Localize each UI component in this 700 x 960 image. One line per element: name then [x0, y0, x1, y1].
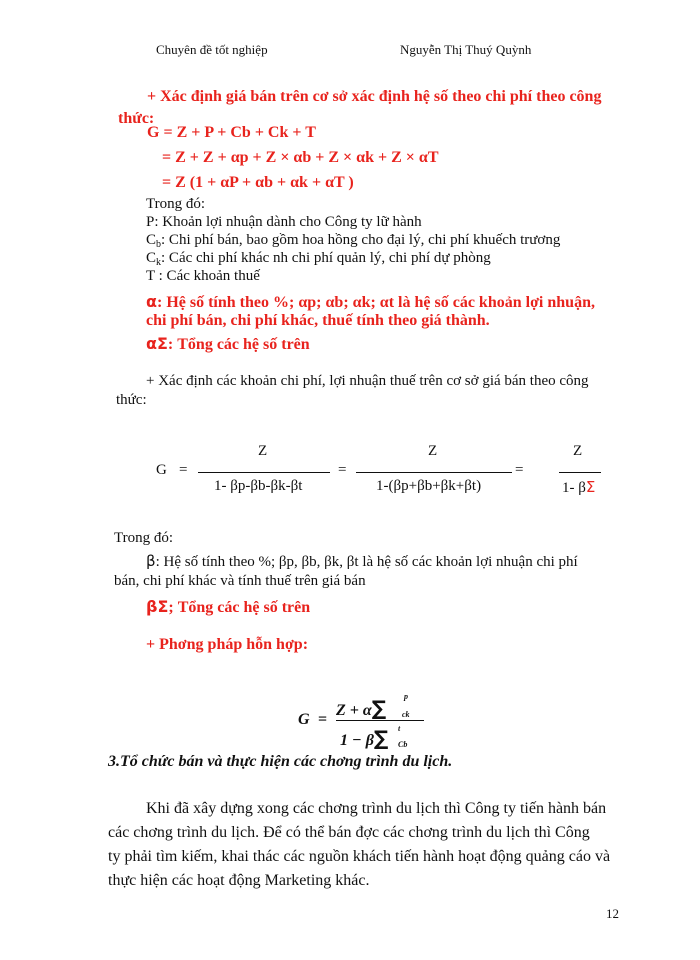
formula-line-2: = Z + Z + αp + Z × αb + Z × αk + Z × αT [162, 149, 439, 166]
sum1-lower: ck [402, 710, 410, 719]
fraction1-denominator: 1- βp-βb-βk-βt [214, 478, 303, 494]
def-p: P: Khoản lợi nhuận dành cho Công ty lữ hành [146, 214, 422, 230]
fraction3-numerator: Z [573, 443, 583, 459]
section1-heading: + Xác định giá bán trên cơ sở xác định hệ số theo chi phí theo công [147, 88, 602, 105]
fraction2-numerator: Z [428, 443, 438, 459]
section2-heading-cont: thức: [116, 392, 147, 408]
fraction2-denominator: 1-(βp+βb+βk+βt) [376, 478, 482, 494]
fraction3-bar [559, 472, 601, 473]
formula-eq-3: = [515, 462, 524, 478]
mixed-numerator-text: Z + α [336, 702, 372, 719]
header-left: Chuyên đề tốt nghiệp [156, 42, 268, 57]
beta-sum: βΣ; Tổng các hệ số trên [146, 597, 311, 616]
section1-heading-cont: thức: [118, 110, 155, 127]
def-t: T : Các khoản thuế [146, 268, 260, 284]
where-label-1: Trong đó: [146, 196, 206, 212]
formula-g: G [156, 462, 167, 478]
alpha-sum-text: : Tổng các hệ số trên [167, 336, 310, 353]
fraction1-bar [198, 472, 330, 473]
formula-line-1: G = Z + P + Cb + Ck + T [147, 124, 316, 141]
beta-definition-cont: bán, chi phí khác và tính thuế trên giá bán [114, 573, 366, 589]
page-number: 12 [606, 906, 619, 921]
def-cb: $C_b$: Chi phí bán, bao gồm hoa hồng cho đại lý, chi phí khuếch trương [146, 232, 561, 250]
fraction2-bar [356, 472, 512, 473]
sum-symbol-1: ∑ [371, 696, 387, 720]
paragraph-line-3: ty phải tìm kiếm, khai thác các nguồn khách tiến hành hoạt động quảng cáo và [108, 848, 611, 865]
paragraph-line-1: Khi đã xây dựng xong các chơng trình du lịch thì Công ty tiến hành bán [146, 800, 607, 817]
paragraph-line-2: các chơng trình du lịch. Để có thể bán đợc các chơng trình du lịch thì Công [108, 824, 590, 841]
mixed-fraction-bar [336, 720, 424, 721]
alpha-definition: α: Hệ số tính theo %; αp; αb; αk; αt là hệ số các khoản lợi nhuận, [146, 292, 595, 311]
alpha-sum: αΣ: Tổng các hệ số trên [146, 334, 310, 353]
beta-definition-text: : Hệ số tính theo %; βp, βb, βk, βt là hệ số các khoản lợi nhuận chi phí [155, 554, 578, 570]
header-right: Nguyễn Thị Thuý Quỳnh [400, 42, 532, 57]
fraction3-denominator [562, 478, 595, 497]
formula-line-3: = Z (1 + αP + αb + αk + αT ) [162, 174, 354, 191]
formula-eq-2: = [338, 462, 347, 478]
beta-definition: β: Hệ số tính theo %; βp, βb, βk, βt là hệ số các khoản lợi nhuận chi phí [146, 552, 578, 570]
section2-heading: + Xác định các khoản chi phí, lợi nhuận thuế trên cơ sở giá bán theo công [146, 373, 589, 389]
beta-sum-text: ; Tổng các hệ số trên [168, 599, 311, 616]
mixed-denominator-text: 1 − β [340, 732, 374, 749]
sigma-symbol: Σ [585, 478, 596, 496]
mixed-formula-g: G [298, 711, 310, 728]
section3-heading: + Phơng pháp hỗn hợp: [146, 636, 309, 653]
formula-eq-1: = [179, 462, 188, 478]
sum2-upper: t [398, 724, 401, 733]
mixed-formula-denominator [340, 726, 388, 750]
sum2-lower: Cb [398, 740, 408, 749]
mixed-formula-eq: = [318, 711, 328, 728]
def-ck: $C_k$: Các chi phí khác nh chi phí quản lý, chi phí dự phòng [146, 250, 491, 268]
alpha-definition-cont: chi phí bán, chi phí khác, thuế tính theo giá thành. [146, 312, 490, 329]
def-cb-text: : Chi phí bán, bao gồm hoa hồng cho đại lý, chi phí khuếch trương [161, 232, 561, 248]
def-ck-text: : Các chi phí khác nh chi phí quản lý, chi phí dự phòng [161, 250, 491, 266]
section4-title: 3.Tổ chức bán và thực hiện các chơng trình du lịch. [108, 753, 453, 770]
sum1-upper: p [404, 692, 408, 701]
fraction3-denominator-text: 1- β [562, 480, 586, 496]
mixed-formula-numerator [336, 696, 386, 720]
where-label-2: Trong đó: [114, 530, 174, 546]
paragraph-line-4: thực hiện các hoạt động Marketing khác. [108, 872, 370, 889]
fraction1-numerator: Z [258, 443, 268, 459]
alpha-definition-text: : Hệ số tính theo %; αp; αb; αk; αt là hệ số các khoản lợi nhuận, [157, 294, 595, 311]
sum-symbol-2: ∑ [373, 726, 389, 750]
